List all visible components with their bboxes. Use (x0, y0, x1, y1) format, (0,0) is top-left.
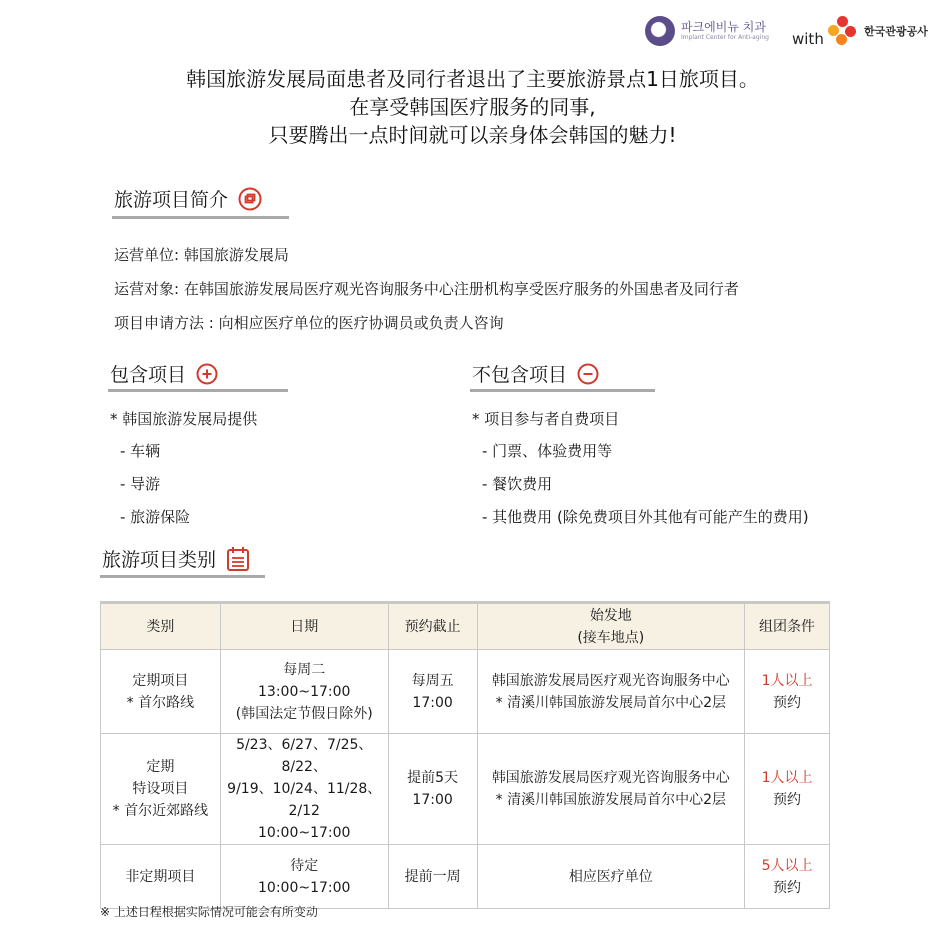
table-row (101, 734, 830, 845)
tour-category-table (100, 601, 830, 909)
cell-date (220, 734, 388, 845)
cell-line: (韩国法定节假日除外) (235, 705, 373, 722)
cell-line: 5/23、6/27、7/25、8/22、 (236, 737, 373, 775)
header-type: 类别 (101, 603, 221, 650)
header-origin-main: 始发地 (589, 607, 632, 624)
cell-line: 10:00~17:00 (258, 879, 351, 896)
condition-reserve: 预约 (773, 694, 802, 711)
cell-type (101, 845, 221, 909)
plus-circle-icon (196, 363, 218, 385)
included-heading (110, 360, 218, 387)
included-title: 包含项目 (110, 364, 187, 386)
target-line: 运营对象: 在韩国旅游发展局医疗观光咨询服务中心注册机构享受医疗服务的外国患者及同行者 (114, 280, 739, 298)
cell-type (101, 734, 221, 845)
cell-line: * 首尔路线 (126, 694, 195, 711)
apply-line: 项目申请方法 : 向相应医疗单位的医疗协调员或负责人咨询 (114, 314, 504, 332)
included-item: * 韩国旅游发展局提供 (110, 410, 258, 428)
kto-logo (828, 16, 928, 46)
included-item: - 车辆 (120, 442, 161, 460)
cell-line: 韩国旅游发展局医疗观光咨询服务中心 (491, 672, 730, 689)
cell-line: 定期项目 (132, 672, 189, 689)
park-avenue-logo (645, 16, 769, 46)
cell-condition (745, 650, 830, 734)
intro-line-3: 只要腾出一点时间就可以亲身体会韩国的魅力! (268, 123, 677, 147)
cell-line: * 清溪川韩国旅游发展局首尔中心2层 (495, 792, 726, 808)
categories-rule (100, 575, 265, 578)
header-deadline: 预约截止 (388, 603, 477, 650)
cell-line: 韩国旅游发展局医疗观光咨询服务中心 (491, 770, 730, 786)
cell-deadline (388, 845, 477, 909)
excluded-item: - 餐饮费用 (482, 475, 553, 493)
cell-date (220, 845, 388, 909)
table-header-row (101, 603, 830, 650)
header-condition: 组团条件 (745, 603, 830, 650)
cell-line: 17:00 (412, 792, 453, 808)
table-row (101, 650, 830, 734)
kto-name: 한국관광공사 (864, 25, 928, 38)
included-rule (108, 389, 288, 392)
cell-line: 9/19、10/24、11/28、2/12 (227, 781, 382, 819)
cell-line: 10:00~17:00 (258, 825, 351, 841)
cell-line: 非定期项目 (125, 868, 196, 885)
cell-line: 待定 (290, 857, 319, 874)
cell-line: 特设项目 (132, 781, 189, 797)
overview-icon (238, 187, 262, 211)
cell-condition (745, 845, 830, 909)
excluded-item: - 门票、体验费用等 (482, 442, 613, 460)
cell-deadline (388, 650, 477, 734)
kto-emblem-icon (828, 16, 858, 46)
cell-line: 相应医疗单位 (568, 868, 653, 885)
intro-line-1: 韩国旅游发展局面患者及同行者退出了主要旅游景点1日旅项目。 (186, 67, 759, 91)
calendar-icon (226, 546, 250, 572)
operator-line: 运营单位: 韩国旅游发展局 (114, 246, 289, 264)
cell-origin (477, 845, 745, 909)
overview-rule (112, 216, 289, 219)
cell-deadline (388, 734, 477, 845)
header-origin (477, 603, 745, 650)
schedule-note: ※ 上述日程根据实际情况可能会有所变动 (100, 905, 318, 919)
excluded-item: * 项目参与者自费项目 (472, 410, 620, 428)
overview-title: 旅游项目简介 (114, 189, 229, 211)
cell-line: 提前一周 (404, 868, 461, 885)
cell-line: 每周二 (283, 661, 326, 678)
tooth-logo-icon (645, 16, 675, 46)
excluded-item: - 其他费用 (除免费项目外其他有可能产生的费用) (482, 508, 809, 526)
header-date: 日期 (220, 603, 388, 650)
overview-heading (114, 185, 262, 212)
cell-line: 提前5天 (407, 770, 459, 786)
cell-origin (477, 650, 745, 734)
categories-title: 旅游项目类别 (102, 549, 217, 571)
categories-heading (102, 545, 250, 572)
cell-line: 13:00~17:00 (258, 683, 351, 700)
cell-line: 每周五 (411, 672, 454, 689)
excluded-heading (472, 360, 599, 387)
condition-reserve: 预约 (773, 879, 802, 896)
table-row (101, 845, 830, 909)
cell-line: 定期 (146, 759, 175, 775)
included-item: - 导游 (120, 475, 161, 493)
intro-line-2: 在享受韩国医疗服务的同事, (349, 95, 596, 119)
excluded-title: 不包含项目 (472, 364, 568, 386)
excluded-rule (470, 389, 655, 392)
included-item: - 旅游保险 (120, 508, 191, 526)
condition-min-people: 1人以上 (761, 672, 813, 689)
cell-condition (745, 734, 830, 845)
condition-min-people: 5人以上 (761, 857, 813, 874)
cell-origin (477, 734, 745, 845)
cell-line: * 首尔近郊路线 (112, 803, 209, 819)
with-text: with (792, 30, 824, 48)
cell-line: 17:00 (412, 694, 453, 711)
condition-reserve: 预约 (773, 792, 802, 808)
cell-date (220, 650, 388, 734)
park-avenue-name: 파크에비뉴 치과 (681, 20, 766, 34)
park-avenue-tagline: Implant Center for Anti-aging (681, 34, 769, 41)
cell-type (101, 650, 221, 734)
condition-min-people: 1人以上 (761, 770, 813, 786)
minus-circle-icon (577, 363, 599, 385)
cell-line: * 清溪川韩国旅游发展局首尔中心2层 (495, 694, 726, 711)
header-origin-sub: (接车地点) (577, 629, 645, 646)
